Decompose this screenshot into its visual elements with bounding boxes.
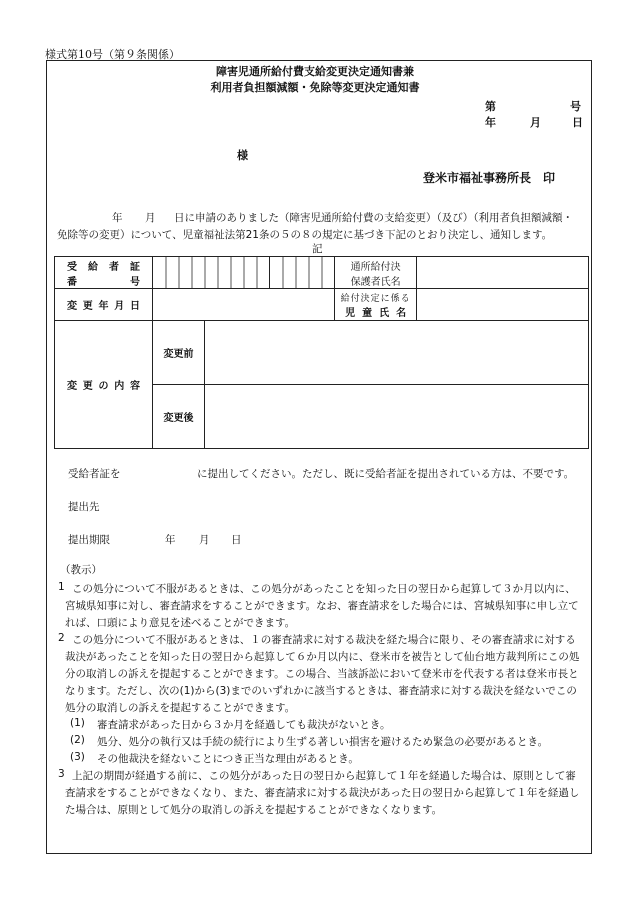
before-field[interactable] <box>205 321 589 385</box>
issuer-name: 登米市福祉事務所長 印 <box>423 171 556 185</box>
date-day: 日 <box>572 116 583 129</box>
note1-number: 1 <box>58 581 65 593</box>
after-field[interactable] <box>205 385 589 449</box>
note2-line5: 処分の取消しの訴えを提起することができます。 <box>65 702 296 714</box>
deadline-label: 提出期限 <box>68 534 110 546</box>
guardian-name-field[interactable] <box>417 257 589 289</box>
change-date-field[interactable] <box>153 289 335 321</box>
note2-line4: なります。ただし、次の(1)から(3)までのいずれかに該当するときは、審査請求に対する裁決を経ないでこの <box>65 685 577 697</box>
intro-year: 年 <box>112 212 123 224</box>
child-name-field[interactable] <box>417 289 589 321</box>
ki-label: 記 <box>312 243 323 255</box>
notes-heading: （教示） <box>60 564 102 576</box>
destination-label: 提出先 <box>68 501 100 513</box>
date-year: 年 <box>485 116 496 129</box>
sub1-text: 審査請求があった日から３か月を経過しても裁決がないとき。 <box>97 719 391 731</box>
doc-number-suffix: 号 <box>570 100 581 113</box>
decision-table <box>54 256 589 449</box>
form-number: 様式第10号（第９条関係） <box>45 48 180 61</box>
recipient-cert-label: 受 給 者 証 番 号 <box>55 257 153 289</box>
after-label: 変更後 <box>153 385 205 449</box>
deadline-month: 月 <box>199 534 210 546</box>
document-title-line1: 障害児通所給付費支給変更決定通知書兼 <box>216 65 414 78</box>
sub3-text: その他裁決を経ないことにつき正当な理由があるとき。 <box>97 753 359 765</box>
addressee-suffix: 様 <box>237 149 248 162</box>
note2-line1: この処分について不服があるときは、１の審査請求に対する裁決を経た場合に限り、その審査請求に対する <box>72 634 576 646</box>
note1-line3: れば、口頭により意見を述べることができます。 <box>65 617 296 629</box>
doc-number-prefix: 第 <box>485 100 496 113</box>
note3-line3: た場合は、原則として処分の取消しの訴えを提起することができなくなります。 <box>65 804 443 816</box>
intro-month: 月 <box>145 212 156 224</box>
date-month: 月 <box>530 116 541 129</box>
note1-line2: 宮城県知事に対し、審査請求をすることができます。なお、審査請求をした場合には、宮城県知事に申し立て <box>65 600 579 612</box>
guardian-label: 通所給付決 保護者氏名 <box>335 257 417 289</box>
note3-number: 3 <box>58 768 65 780</box>
change-date-label: 変更年月日 <box>55 289 153 321</box>
deadline-year: 年 <box>165 534 176 546</box>
sub2-text: 処分、処分の執行又は手続の続行により生ずる著しい損害を避けるため緊急の必要があるとき。 <box>97 736 549 748</box>
before-label: 変更前 <box>153 321 205 385</box>
note2-number: 2 <box>58 632 65 644</box>
cert-number-field-a[interactable] <box>153 257 270 289</box>
note3-line1: 上記の期間が経過する前に、この処分があった日の翌日から起算して１年を経過した場合は、原則として審 <box>72 770 576 782</box>
intro-line1: 日に申請のありました（障害児通所給付費の支給変更）（及び）（利用者負担額減額・ <box>174 212 573 224</box>
note2-line3: 分の取消しの訴えを提起することができます。この場合、当該訴訟において登米市を代表する者は登米市長と <box>65 668 579 680</box>
sub2-number: (2) <box>70 734 85 746</box>
cert-number-field-b[interactable] <box>270 257 335 289</box>
deadline-day: 日 <box>231 534 242 546</box>
note1-line1: この処分について不服があるときは、この処分があったことを知った日の翌日から起算して３か月以内に、 <box>72 583 576 595</box>
note2-line2: 裁決があったことを知った日の翌日から起算して６か月以内に、登米市を被告として仙台地方裁判所にこの処 <box>65 651 580 663</box>
change-content-label: 変更の内容 <box>55 321 153 449</box>
document-title-line2: 利用者負担額減額・免除等変更決定通知書 <box>210 81 420 94</box>
child-label: 給付決定に係る 児童氏名 <box>335 289 417 321</box>
sub1-number: (1) <box>70 717 85 729</box>
submission-line-a: 受給者証を <box>68 468 121 480</box>
note3-line2: 査請求をすることができなくなり、また、審査請求に対する裁決があった日の翌日から起算して１年を経過し <box>65 787 580 799</box>
submission-line-b: に提出してください。ただし、既に受給者証を提出されている方は、不要です。 <box>197 468 575 480</box>
intro-line2: 免除等の変更）について、児童福祉法第21条の５の８の規定に基づき下記のとおり決定し、通知します。 <box>57 229 553 241</box>
sub3-number: (3) <box>70 751 85 763</box>
